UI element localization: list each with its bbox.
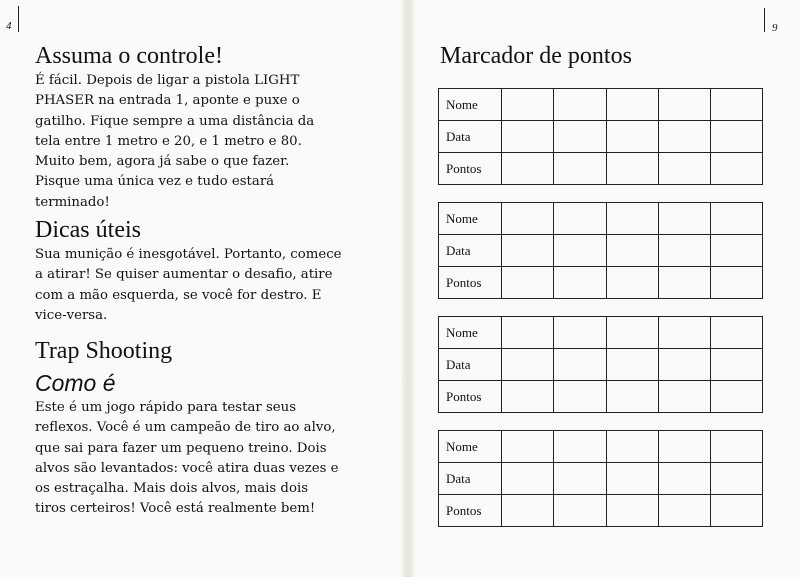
page-number-right: 9 <box>772 22 778 34</box>
paragraph-line: gatilho. Fique sempre a uma distância da <box>35 113 315 129</box>
row-label-nome: Nome <box>439 89 502 121</box>
table-row <box>439 267 763 299</box>
subheading-como-e: Como é <box>35 370 116 396</box>
name-cell[interactable] <box>606 317 658 349</box>
name-cell[interactable] <box>502 89 554 121</box>
row-label-data: Data <box>439 463 502 495</box>
points-cell[interactable] <box>554 267 606 299</box>
date-cell[interactable] <box>606 463 658 495</box>
paragraph-assuma-o-controle <box>35 71 380 213</box>
name-cell[interactable] <box>658 317 710 349</box>
table-row <box>439 463 763 495</box>
name-cell[interactable] <box>554 431 606 463</box>
row-label-pontos: Pontos <box>439 381 502 413</box>
page-edge-mark-left <box>18 6 19 32</box>
heading-trap-shooting: Trap Shooting <box>35 338 173 364</box>
table-row <box>439 349 763 381</box>
page-edge-mark-right <box>764 8 765 32</box>
date-cell[interactable] <box>554 121 606 153</box>
row-label-pontos: Pontos <box>439 153 502 185</box>
date-cell[interactable] <box>658 235 710 267</box>
name-cell[interactable] <box>554 317 606 349</box>
row-label-nome: Nome <box>439 317 502 349</box>
points-cell[interactable] <box>658 495 710 527</box>
heading-assuma-o-controle: Assuma o controle! <box>35 43 223 69</box>
date-cell[interactable] <box>606 349 658 381</box>
name-cell[interactable] <box>710 89 762 121</box>
points-cell[interactable] <box>658 381 710 413</box>
table-row <box>439 381 763 413</box>
date-cell[interactable] <box>606 121 658 153</box>
name-cell[interactable] <box>554 203 606 235</box>
paragraph-line: a atirar! Se quiser aumentar o desafio, atire <box>35 267 333 283</box>
paragraph-line: tela entre 1 metro e 20, e 1 metro e 80. <box>35 133 302 149</box>
paragraph-line: os estraçalha. Mais dois alvos, mais dois <box>35 481 309 497</box>
points-cell[interactable] <box>554 381 606 413</box>
points-cell[interactable] <box>554 153 606 185</box>
score-table <box>438 88 763 185</box>
points-cell[interactable] <box>606 495 658 527</box>
table-row <box>439 203 763 235</box>
points-cell[interactable] <box>606 267 658 299</box>
paragraph-dicas-uteis <box>35 245 380 326</box>
row-label-data: Data <box>439 121 502 153</box>
paragraph-line: que sai para fazer um pequeno treino. Dois <box>35 440 327 456</box>
paragraph-line: Pisque uma única vez e tudo estará <box>35 174 275 190</box>
date-cell[interactable] <box>502 121 554 153</box>
paragraph-line: alvos são levantados: você atira duas vezes e <box>35 460 339 476</box>
name-cell[interactable] <box>710 431 762 463</box>
row-label-nome: Nome <box>439 431 502 463</box>
table-row <box>439 495 763 527</box>
name-cell[interactable] <box>658 89 710 121</box>
name-cell[interactable] <box>502 317 554 349</box>
paragraph-line: tiros certeiros! Você está realmente bem! <box>35 501 316 517</box>
date-cell[interactable] <box>502 235 554 267</box>
points-cell[interactable] <box>606 153 658 185</box>
points-cell[interactable] <box>502 267 554 299</box>
points-cell[interactable] <box>710 381 762 413</box>
date-cell[interactable] <box>502 349 554 381</box>
table-row <box>439 89 763 121</box>
paragraph-line: Este é um jogo rápido para testar seus <box>35 400 297 415</box>
points-cell[interactable] <box>710 495 762 527</box>
score-table <box>438 430 763 527</box>
paragraph-line: É fácil. Depois de ligar a pistola LIGHT <box>35 73 300 88</box>
paragraph-line: PHASER na entrada 1, aponte e puxe o <box>35 93 300 109</box>
table-row <box>439 235 763 267</box>
paragraph-line: vice-versa. <box>35 307 108 323</box>
date-cell[interactable] <box>554 463 606 495</box>
heading-dicas-uteis: Dicas úteis <box>35 217 141 243</box>
row-label-data: Data <box>439 235 502 267</box>
name-cell[interactable] <box>658 431 710 463</box>
name-cell[interactable] <box>554 89 606 121</box>
paragraph-line: Muito bem, agora já sabe o que fazer. <box>35 154 290 170</box>
date-cell[interactable] <box>710 463 762 495</box>
paragraph-line: com a mão esquerda, se você for destro. E <box>35 287 322 303</box>
date-cell[interactable] <box>554 349 606 381</box>
paragraph-line: reflexos. Você é um campeão de tiro ao alvo, <box>35 420 336 436</box>
name-cell[interactable] <box>658 203 710 235</box>
date-cell[interactable] <box>710 349 762 381</box>
heading-marcador-de-pontos: Marcador de pontos <box>440 43 632 69</box>
points-cell[interactable] <box>554 495 606 527</box>
paragraph-line: Sua munição é inesgotável. Portanto, comece <box>35 247 342 262</box>
name-cell[interactable] <box>606 431 658 463</box>
points-cell[interactable] <box>710 267 762 299</box>
table-row <box>439 153 763 185</box>
points-cell[interactable] <box>502 153 554 185</box>
date-cell[interactable] <box>658 349 710 381</box>
paragraph-trap-shooting <box>35 398 380 520</box>
points-cell[interactable] <box>502 381 554 413</box>
row-label-pontos: Pontos <box>439 495 502 527</box>
points-cell[interactable] <box>710 153 762 185</box>
name-cell[interactable] <box>710 203 762 235</box>
date-cell[interactable] <box>710 121 762 153</box>
table-row <box>439 121 763 153</box>
points-cell[interactable] <box>606 381 658 413</box>
score-table <box>438 316 763 413</box>
points-cell[interactable] <box>658 153 710 185</box>
date-cell[interactable] <box>554 235 606 267</box>
date-cell[interactable] <box>658 463 710 495</box>
name-cell[interactable] <box>710 317 762 349</box>
name-cell[interactable] <box>502 203 554 235</box>
row-label-data: Data <box>439 349 502 381</box>
name-cell[interactable] <box>606 89 658 121</box>
table-row <box>439 431 763 463</box>
date-cell[interactable] <box>502 463 554 495</box>
name-cell[interactable] <box>606 203 658 235</box>
book-gutter <box>402 0 414 577</box>
points-cell[interactable] <box>502 495 554 527</box>
paragraph-line: terminado! <box>35 194 110 210</box>
date-cell[interactable] <box>606 235 658 267</box>
row-label-pontos: Pontos <box>439 267 502 299</box>
score-table <box>438 202 763 299</box>
row-label-nome: Nome <box>439 203 502 235</box>
page-number-left: 4 <box>6 20 12 32</box>
name-cell[interactable] <box>502 431 554 463</box>
date-cell[interactable] <box>658 121 710 153</box>
date-cell[interactable] <box>710 235 762 267</box>
points-cell[interactable] <box>658 267 710 299</box>
table-row <box>439 317 763 349</box>
